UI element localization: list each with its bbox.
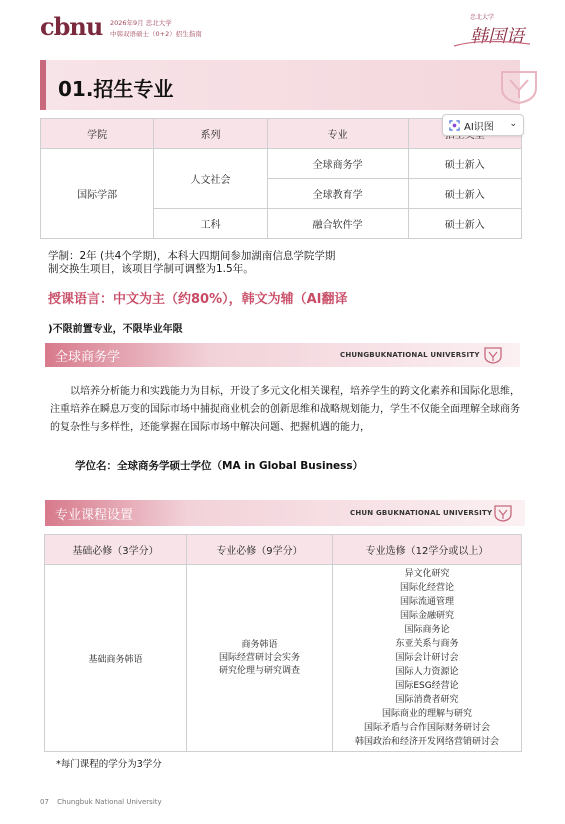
list-item: 韩国政治和经济开发网络营销研讨会 bbox=[354, 737, 499, 747]
page-title: 01.招生专业 bbox=[58, 77, 174, 101]
title-accent-bar bbox=[40, 60, 46, 110]
credit-footnote: *每门课程的学分为3学分 bbox=[56, 759, 162, 770]
ai-scan-icon bbox=[449, 120, 460, 131]
list-item: 商务韩语 bbox=[241, 639, 278, 650]
admission-no-limit: )不限前置专业，不限毕业年限 bbox=[48, 324, 183, 335]
curriculum-table bbox=[44, 534, 522, 752]
table-row bbox=[41, 149, 522, 179]
chevron-down-icon[interactable]: ⌄ bbox=[509, 119, 517, 129]
global-business-band bbox=[45, 343, 520, 367]
col-series: 系列 bbox=[154, 119, 267, 149]
col-college: 学院 bbox=[41, 119, 154, 149]
basic-required-cell bbox=[45, 565, 187, 752]
list-item: 国际化经营论 bbox=[399, 583, 454, 593]
brand-script-logo: 韩国语 bbox=[470, 26, 524, 47]
list-item: 国际商务论 bbox=[404, 625, 450, 635]
section-title-band bbox=[40, 60, 520, 110]
major-cell: 全球教育学 bbox=[267, 179, 408, 209]
type-cell: 硕士新入 bbox=[408, 209, 521, 239]
col-major: 专业 bbox=[267, 119, 408, 149]
teaching-language: 授课语言：中文为主（约80%），韩文为辅（AI翻译 bbox=[48, 292, 348, 307]
list-item: 国际矛盾与合作国际财务研讨会 bbox=[363, 723, 490, 733]
degree-name: 学位名：全球商务学硕士学位（MA in Global Business） bbox=[75, 460, 364, 472]
header-subtitle bbox=[110, 18, 202, 40]
list-item: 东亚关系与商务 bbox=[395, 639, 459, 649]
program-duration-line-2: 制交换生项目，该项目学制可调整为1.5年。 bbox=[48, 263, 254, 275]
page-number: 07 bbox=[40, 798, 49, 806]
type-cell: 硕士新入 bbox=[408, 149, 521, 179]
col-major-elective: 专业选修（12学分或以上） bbox=[333, 535, 522, 565]
curriculum-label: 专业课程设置 bbox=[55, 508, 134, 523]
program-duration-line-1: 学制：2年 (共4个学期)，本科大四期间参加湖南信息学院学期 bbox=[48, 250, 336, 262]
university-emblem-icon bbox=[483, 346, 503, 364]
global-business-label: 全球商务学 bbox=[55, 350, 121, 365]
major-cell: 融合软件学 bbox=[267, 209, 408, 239]
curriculum-table-header bbox=[45, 535, 522, 565]
list-item: 国际人力资源论 bbox=[395, 667, 459, 677]
university-emblem-icon bbox=[493, 504, 513, 522]
table-row bbox=[45, 565, 522, 752]
university-name-text: CHUNGBUKNATIONAL UNIVERSITY bbox=[340, 351, 480, 359]
program-description: 以培养分析能力和实践能力为目标，开设了多元文化相关课程，培养学生的跨文化素养和国际化思维，注重培养在瞬息万变的国际市场中捕捉商业机会的创新思维和战略规划能力，学生不仅能全面理解全球商务的复杂性与多样性，还能掌握在国际市场中解决问题、把握机遇的能力， bbox=[50, 386, 520, 433]
major-table bbox=[40, 118, 522, 239]
col-basic-required: 基础必修（3学分） bbox=[45, 535, 187, 565]
list-item: 研究伦理与研究调查 bbox=[218, 665, 300, 676]
list-item: 国际会计研讨会 bbox=[395, 653, 459, 663]
list-item: 国际ESG经营论 bbox=[395, 681, 459, 691]
list-item: 国际金融研究 bbox=[399, 611, 454, 621]
list-item: 国际消费者研究 bbox=[395, 695, 459, 705]
ai-recognize-button[interactable] bbox=[442, 114, 524, 136]
page-footer bbox=[40, 798, 162, 806]
ai-recognize-label: AI识图 bbox=[464, 121, 494, 133]
col-major-required: 专业必修（9学分） bbox=[187, 535, 333, 565]
college-cell: 国际学部 bbox=[41, 149, 154, 239]
series-cell: 工科 bbox=[154, 209, 267, 239]
list-item: 国际商业的理解与研究 bbox=[381, 709, 472, 719]
major-elective-cell bbox=[333, 565, 522, 752]
curriculum-band bbox=[45, 500, 525, 526]
major-cell: 全球商务学 bbox=[267, 149, 408, 179]
type-cell: 硕士新入 bbox=[408, 179, 521, 209]
series-cell: 人文社会 bbox=[154, 149, 267, 209]
list-item: 国际经营研讨会实务 bbox=[218, 652, 300, 663]
header-line-2: 中韩双语硕士（0+2）招生指南 bbox=[110, 30, 202, 38]
list-item: 异文化研究 bbox=[404, 569, 450, 579]
footer-university: Chungbuk National University bbox=[57, 798, 162, 806]
cbnu-logo: cbnu bbox=[40, 12, 103, 41]
major-required-cell bbox=[187, 565, 333, 752]
university-emblem-icon bbox=[498, 68, 540, 104]
brand-swoosh-icon bbox=[452, 36, 532, 50]
list-item: 国际流通管理 bbox=[399, 597, 454, 607]
brand-small-text: 忠北大学 bbox=[470, 14, 495, 21]
university-name-text: CHUN GBUKNATIONAL UNIVERSITY bbox=[350, 509, 493, 517]
header-line-1: 2026年9月 忠北大学 bbox=[110, 19, 172, 27]
list-item: 基础商务韩语 bbox=[88, 654, 143, 665]
